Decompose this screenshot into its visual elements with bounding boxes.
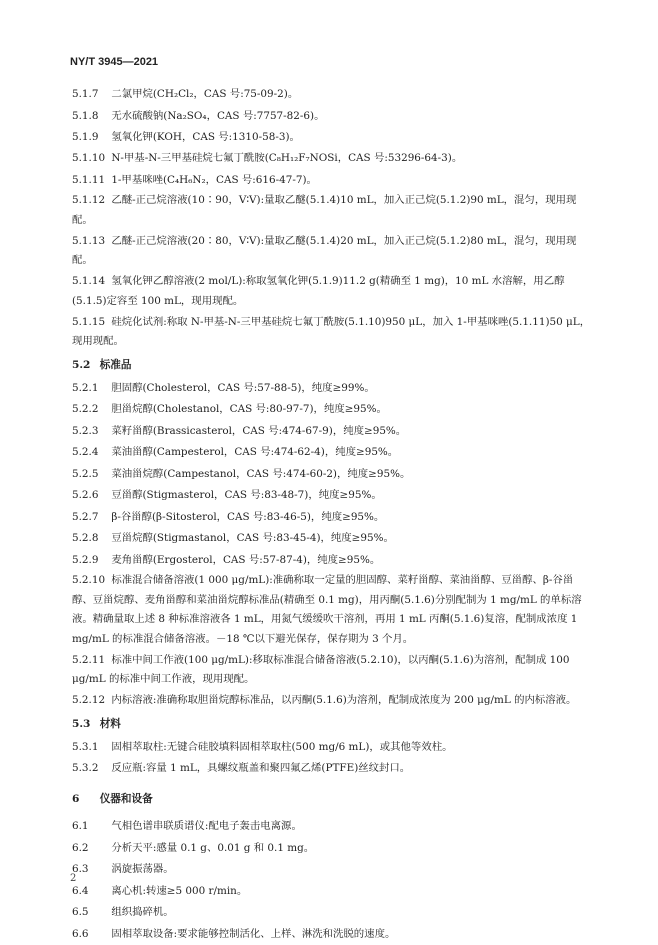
clause-item <box>72 838 592 858</box>
clause-number: 5.2.9 <box>72 553 99 566</box>
clause-item <box>72 651 592 690</box>
clause-number: 5.2.6 <box>72 489 99 501</box>
clause-item <box>72 924 592 944</box>
clause-number: 5.1.10 <box>72 151 106 164</box>
clause-text: 离心机:转速≥5 000 r/min。 <box>111 884 248 897</box>
clause-text: 胆固醇(Cholesterol，CAS 号:57-88-5)，纯度≥99%。 <box>111 381 375 394</box>
clause-item <box>72 902 592 922</box>
section-heading <box>72 714 592 734</box>
clause-item <box>72 464 592 484</box>
clause-number: 6.6 <box>72 927 89 940</box>
clause-item <box>72 816 592 836</box>
clause-number: 5.1.11 <box>72 173 106 186</box>
clause-number: 5.1.7 <box>72 88 99 100</box>
clause-number: 5.1.14 <box>72 275 106 287</box>
clause-number: 5.1.15 <box>72 315 106 328</box>
clause-text: 二氯甲烷(CH₂Cl₂，CAS 号:75-09-2)。 <box>111 88 299 100</box>
clause-text: 氢氧化钾(KOH，CAS 号:1310-58-3)。 <box>111 131 300 143</box>
clause-item <box>72 528 592 548</box>
clause-text: 组织捣碎机。 <box>111 906 174 918</box>
clause-number: 5.3 <box>72 717 91 730</box>
clause-text: 标准混合储备溶液(1 000 μg/mL):准确称取一定量的胆固醇、菜籽甾醇、菜油甾醇、豆甾醇、β-谷甾醇、豆甾烷醇、麦角甾醇和菜油甾烷醇标准品(精确至 0.1 mg)，用丙酮(5.1.6)分别配制为 1 mg/mL 的单标溶液。精确量取上述 8 种标准溶液各 1 mL，用氮气缓缓吹干溶剂，再用 1 mL 丙酮(5.1.6)复溶，配制成浓度 1 mg/mL 的标准混合储备溶液。－18 ℃以下避光保存，保存期为 3 个月。 <box>72 574 582 645</box>
clause-text: 乙醚-正己烷溶液(20∶80，V∶V):量取乙醚(5.1.4)20 mL，加入正己烷(5.1.2)80 mL，混匀，现用现配。 <box>72 234 577 266</box>
clause-number: 5.1.12 <box>72 194 106 206</box>
clause-item <box>72 485 592 505</box>
clause-text: 麦角甾醇(Ergosterol，CAS 号:57-87-4)，纯度≥95%。 <box>111 553 381 566</box>
clause-item <box>72 232 592 271</box>
clause-number: 6.2 <box>72 841 89 854</box>
section-heading <box>72 355 592 375</box>
clause-item <box>72 170 592 190</box>
clause-number: 5.2.3 <box>72 424 99 437</box>
clause-item <box>72 881 592 901</box>
clause-text: 硅烷化试剂:称取 N-甲基-N-三甲基硅烷七氟丁酰胺(5.1.10)950 μL，加入 1-甲基咪唑(5.1.11)50 μL，现用现配。 <box>72 315 591 347</box>
clause-text: 气相色谱串联质谱仪:配电子轰击电离源。 <box>111 820 302 832</box>
clause-text: 胆甾烷醇(Cholestanol，CAS 号:80-97-7)，纯度≥95%。 <box>111 403 387 415</box>
clause-item <box>72 507 592 527</box>
clause-number: 5.1.13 <box>72 234 106 247</box>
clause-number: 5.1.8 <box>72 109 99 122</box>
clause-item <box>72 191 592 230</box>
clause-number: 5.2.7 <box>72 510 99 523</box>
page-number: 2 <box>70 873 77 884</box>
clause-number: 5.2 <box>72 358 91 371</box>
clause-text: 标准品 <box>99 358 132 371</box>
clause-number: 5.3.2 <box>72 762 99 774</box>
clause-text: 菜油甾烷醇(Campestanol，CAS 号:474-60-2)，纯度≥95%。 <box>111 467 411 480</box>
clause-text: 反应瓶:容量 1 mL，具螺纹瓶盖和聚四氟乙烯(PTFE)丝纹封口。 <box>111 762 411 774</box>
clause-text: β-谷甾醇(β-Sitosterol，CAS 号:83-46-5)，纯度≥95%。 <box>111 510 385 523</box>
clause-number: 5.2.11 <box>72 653 106 666</box>
clause-text: 固相萃取柱:无键合硅胶填料固相萃取柱(500 mg/6 mL)，或其他等效柱。 <box>111 740 453 753</box>
clause-item <box>72 571 592 649</box>
clause-number: 6.5 <box>72 906 89 918</box>
clause-item <box>72 691 592 711</box>
clause-text: 标准中间工作液(100 μg/mL):移取标准混合储备溶液(5.2.10)，以丙酮(5.1.6)为溶剂，配制成 100 μg/mL 的标准中间工作液，现用现配。 <box>72 653 570 685</box>
clause-item <box>72 127 592 147</box>
clause-text: 固相萃取设备:要求能够控制活化、上样、淋洗和洗脱的速度。 <box>111 927 396 940</box>
clause-item <box>72 737 592 757</box>
clause-item <box>72 272 592 311</box>
clause-item <box>72 106 592 126</box>
clause-text: 氢氧化钾乙醇溶液(2 mol/L):称取氢氧化钾(5.1.9)11.2 g(精确至 1 mg)，10 mL 水溶解，用乙醇(5.1.5)定容至 100 mL，现用现配。 <box>72 275 565 307</box>
standard-number: NY/T 3945—2021 <box>70 56 159 68</box>
clause-item <box>72 378 592 398</box>
clause-number: 5.2.4 <box>72 446 99 458</box>
clause-text: 1-甲基咪唑(C₄H₆N₂，CAS 号:616-47-7)。 <box>111 173 317 186</box>
clause-item <box>72 859 592 879</box>
clause-text: 材料 <box>99 717 121 730</box>
clause-text: 乙醚-正己烷溶液(10∶90，V∶V):量取乙醚(5.1.4)10 mL，加入正己烷(5.1.2)90 mL，混匀，现用现配。 <box>72 194 577 226</box>
clause-text: 仪器和设备 <box>99 793 153 805</box>
clause-number: 5.2.2 <box>72 403 99 415</box>
clause-number: 5.3.1 <box>72 740 99 753</box>
clause-number: 6.1 <box>72 820 89 832</box>
clause-item <box>72 442 592 462</box>
clause-number: 5.2.8 <box>72 532 99 544</box>
clause-item <box>72 399 592 419</box>
clause-item <box>72 421 592 441</box>
clause-item <box>72 313 592 352</box>
clause-text: 豆甾烷醇(Stigmastanol，CAS 号:83-45-4)，纯度≥95%。 <box>111 532 394 544</box>
clause-text: 菜油甾醇(Campesterol，CAS 号:474-62-4)，纯度≥95%。 <box>111 446 399 458</box>
chapter-heading <box>72 789 592 809</box>
clause-text: 无水硫酸钠(Na₂SO₄，CAS 号:7757-82-6)。 <box>111 109 325 122</box>
clause-item <box>72 758 592 778</box>
clause-text: 豆甾醇(Stigmasterol，CAS 号:83-48-7)，纯度≥95%。 <box>111 489 382 501</box>
clause-text: 内标溶液:准确称取胆甾烷醇标准品，以丙酮(5.1.6)为溶剂，配制成浓度为 200 μg/mL 的内标溶液。 <box>111 694 577 706</box>
clause-number: 5.2.1 <box>72 381 99 394</box>
clause-number: 6 <box>72 793 80 805</box>
clause-number: 5.2.10 <box>72 574 106 586</box>
clause-number: 5.2.5 <box>72 467 99 480</box>
clause-number: 6.3 <box>72 863 89 875</box>
clause-number: 5.1.9 <box>72 131 99 143</box>
clause-number: 5.2.12 <box>72 694 106 706</box>
clause-text: 涡旋振荡器。 <box>111 863 174 875</box>
clause-text: N-甲基-N-三甲基硅烷七氟丁酰胺(C₈H₁₂F₇NOSi，CAS 号:53296-64-3)。 <box>111 151 463 164</box>
clause-item <box>72 550 592 570</box>
clause-item <box>72 84 592 104</box>
clause-item <box>72 149 592 169</box>
clause-number: 6.4 <box>72 884 89 897</box>
document-body <box>72 84 592 945</box>
clause-text: 菜籽甾醇(Brassicasterol，CAS 号:474-67-9)，纯度≥95%。 <box>111 424 407 437</box>
clause-text: 分析天平:感量 0.1 g、0.01 g 和 0.1 mg。 <box>111 841 315 854</box>
